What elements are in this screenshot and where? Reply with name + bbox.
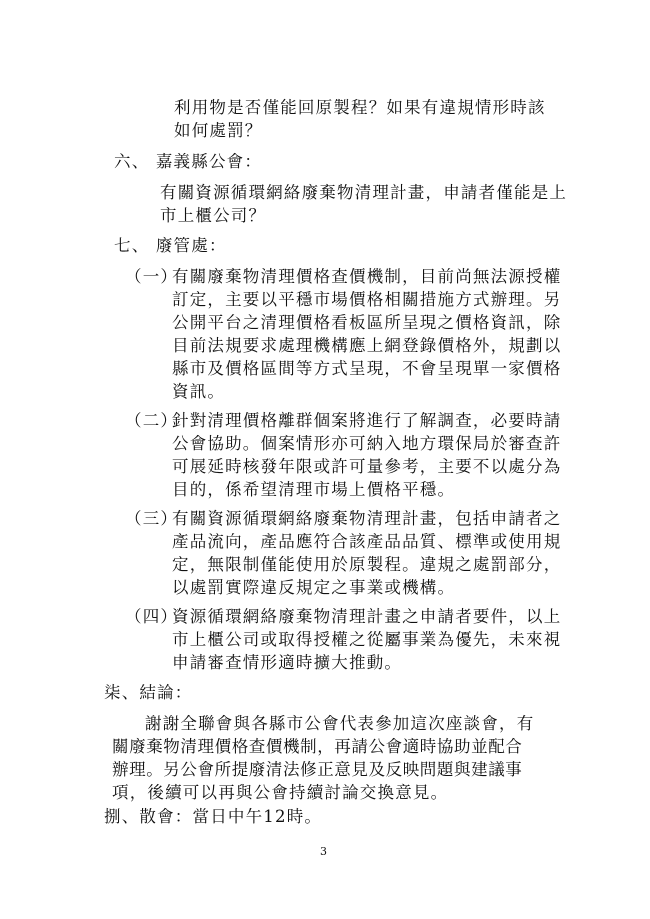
text-line: 申請審查情形適時擴大推動。 <box>172 653 403 672</box>
text-line: 辦理。另公會所提廢清法修正意見及反映問題與建議事 <box>112 760 523 779</box>
section-heading: 六、 嘉義縣公會： <box>114 152 263 171</box>
text-line: 針對清理價格離群個案將進行了解調查，必要時請 <box>172 411 562 430</box>
text-line: 資源循環網絡廢棄物清理計畫之申請者要件，以上 <box>172 607 562 626</box>
text-line: 有關資源循環網絡廢棄物清理計畫，申請者僅能是上 <box>160 183 568 202</box>
text-line: 利用物是否僅能回原製程？如果有違規情形時該 <box>174 98 546 117</box>
item-marker: （二） <box>125 411 179 430</box>
text-line: 定，無限制僅能使用於原製程。違規之處罰部分， <box>172 555 562 574</box>
text-line: 訂定，主要以平穩市場價格相關措施方式辦理。另 <box>172 290 562 309</box>
text-line: 以處罰實際違反規定之事業或機構。 <box>172 578 456 597</box>
text-line: 如何處罰？ <box>174 121 263 140</box>
text-line: 市上櫃公司？ <box>160 206 267 225</box>
text-line: 產品流向，產品應符合該產品品質、標準或使用規 <box>172 532 562 551</box>
text-line: 有關資源循環網絡廢棄物清理計畫，包括申請者之 <box>172 509 562 528</box>
text-line: 市上櫃公司或取得授權之從屬事業為優先，未來視 <box>172 630 562 649</box>
text-line: 有關廢棄物清理價格查價機制，目前尚無法源授權 <box>172 267 562 286</box>
item-marker: （三） <box>125 509 179 528</box>
text-line: 資訊。 <box>172 382 226 401</box>
text-line: 目前法規要求處理機構應上網登錄價格外，規劃以 <box>172 336 562 355</box>
text-line: 謝謝全聯會與各縣市公會代表參加這次座談會，有 <box>145 714 535 733</box>
section-heading: 柒、結論： <box>104 683 193 702</box>
adjourn-line: 捌、散會：當日中午12時。 <box>104 807 323 826</box>
section-heading: 七、 廢管處： <box>114 236 227 255</box>
item-marker: （一） <box>125 267 179 286</box>
text-line: 可展延時核發年限或許可量參考，主要不以處分為 <box>172 457 562 476</box>
page-number: 3 <box>320 845 327 858</box>
text-line: 目的，係希望清理市場上價格平穩。 <box>172 480 456 499</box>
item-marker: （四） <box>125 607 179 626</box>
text-line: 項，後續可以再與公會持續討論交換意見。 <box>112 783 449 802</box>
text-line: 縣市及價格區間等方式呈現，不會呈現單一家價格 <box>172 359 562 378</box>
text-line: 公會協助。個案情形亦可納入地方環保局於審查許 <box>172 434 562 453</box>
text-line: 公開平台之清理價格看板區所呈現之價格資訊，除 <box>172 313 562 332</box>
text-line: 關廢棄物清理價格查價機制，再請公會適時協助並配合 <box>112 737 523 756</box>
